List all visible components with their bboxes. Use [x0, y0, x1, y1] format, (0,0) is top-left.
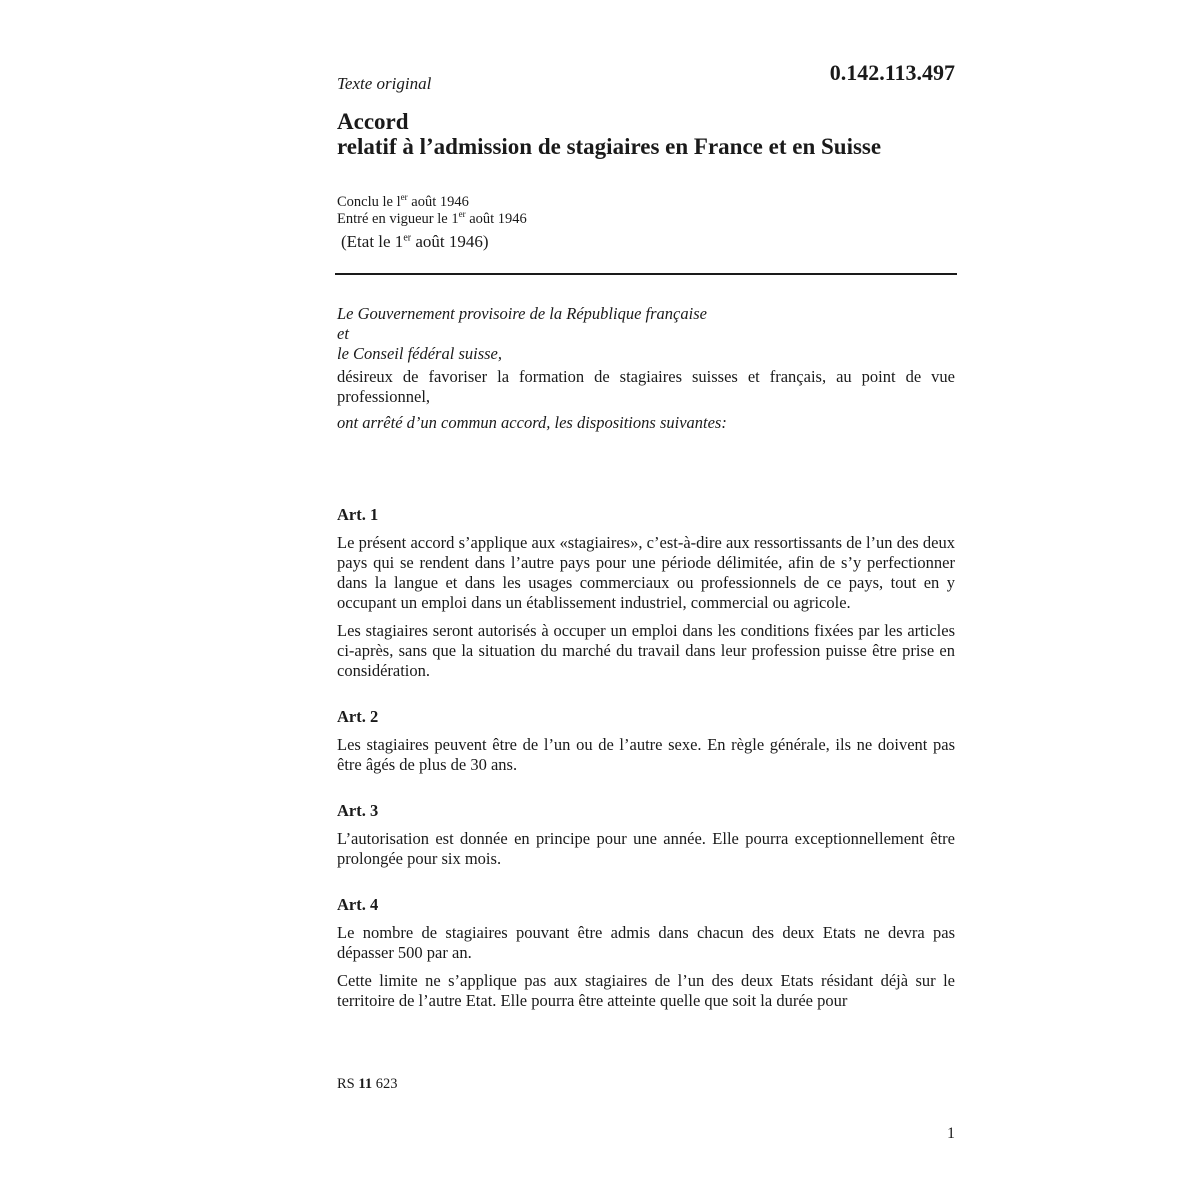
preamble-purpose: désireux de favoriser la formation de stagiaires suisses et français, au point de vue professionnel,: [337, 367, 955, 406]
preamble: [337, 304, 955, 433]
document-header: [337, 60, 955, 100]
preamble-closing: ont arrêté d’un commun accord, les dispositions suivantes:: [337, 413, 727, 432]
preamble-conjunction: et: [337, 324, 349, 343]
article-paragraph: Le présent accord s’applique aux «stagiaires», c’est-à-dire aux ressortissants de l’un des deux pays qui se rendent dans l’autre pays pour une période délimitée, afin de s’y perfectionner dans la langue et dans les usages commerciaux ou professionnels de ce pays, tout en y occupant un emploi dans un établissement industriel, commercial ou agricole.: [337, 533, 955, 612]
preamble-party-2: le Conseil fédéral suisse,: [337, 344, 502, 363]
article-title: Art. 4: [337, 895, 379, 914]
conclu-date: Conclu le $l^{er}$ août 1946: [337, 192, 469, 210]
article-paragraph: Les stagiaires seront autorisés à occuper un emploi dans les conditions fixées par les articles ci-après, sans que la situation du marché du travail dans leur profession puisse être prise en considération.: [337, 621, 955, 680]
article-paragraph: Le nombre de stagiaires pouvant être admis dans chacun des deux Etats ne devra pas dépasser 500 par an.: [337, 923, 955, 962]
article-paragraph: Cette limite ne s’applique pas aux stagiaires de l’un des deux Etats résidant déjà sur le territoire de l’autre Etat. Elle pourra être atteinte quelle que soit la durée pour: [337, 971, 955, 1010]
article-paragraph: Les stagiaires peuvent être de l’un ou de l’autre sexe. En règle générale, ils ne doivent pas être âgés de plus de 30 ans.: [337, 735, 955, 774]
article-title: Art. 3: [337, 801, 379, 820]
article-3: [337, 801, 955, 869]
header-divider: [335, 273, 957, 275]
articles: [337, 505, 955, 1037]
article-title: Art. 2: [337, 707, 379, 726]
title-line-1: Accord: [337, 109, 409, 134]
article-4: [337, 895, 955, 1011]
article-1: [337, 505, 955, 681]
page-number: 1: [947, 1125, 955, 1142]
preamble-party-1: Le Gouvernement provisoire de la République française: [337, 304, 707, 323]
article-paragraph: L’autorisation est donnée en principe pour une année. Elle pourra exceptionnellement être prolongée pour six mois.: [337, 829, 955, 868]
rs-number: 0.142.113.497: [829, 60, 955, 85]
document-page: [337, 0, 955, 1200]
document-title: [337, 109, 955, 159]
texte-original-label: Texte original: [337, 74, 432, 93]
article-2: [337, 707, 955, 775]
title-line-2: relatif à l’admission de stagiaires en France et en Suisse: [337, 134, 882, 159]
etat-date: (Etat le 1er août 1946): [341, 232, 489, 251]
vigueur-date: Entré en vigueur le 1er août 1946: [337, 209, 527, 227]
dates-block: [337, 194, 527, 228]
footnote-rs-reference: RS 11 623: [337, 1076, 398, 1092]
article-title: Art. 1: [337, 505, 379, 524]
